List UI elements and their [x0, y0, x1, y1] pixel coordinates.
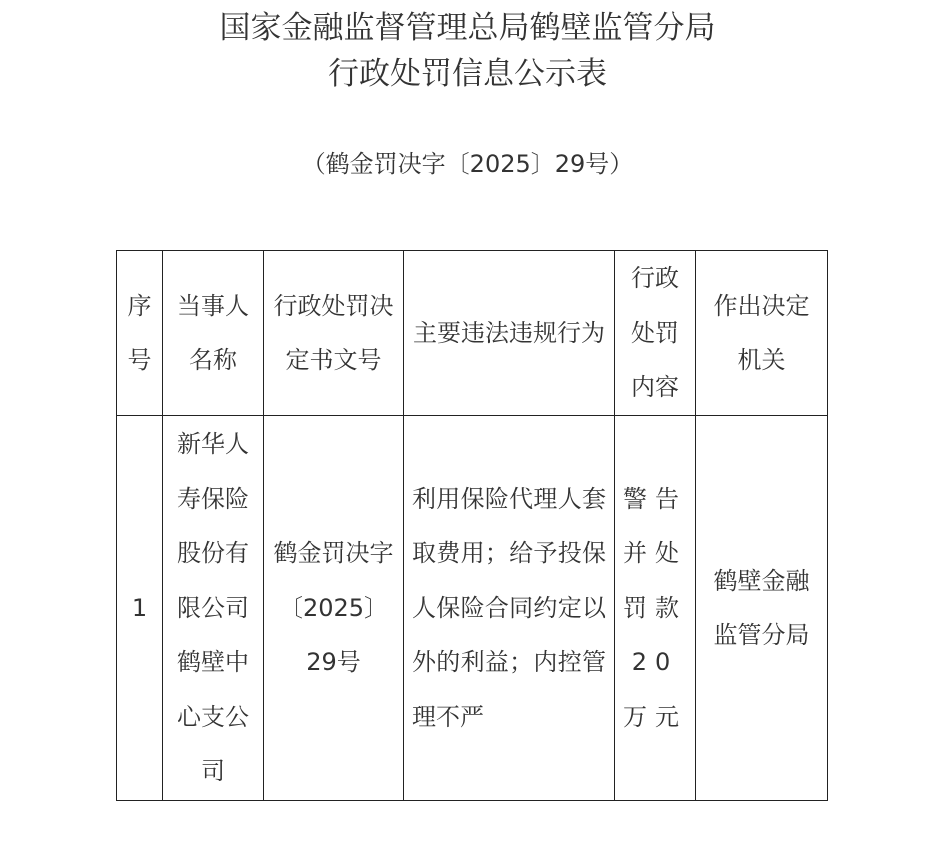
table-header-row [117, 251, 828, 416]
cell-violation: 利用保险代理人套取费用；给予投保人保险合同约定以外的利益；内控管理不严 [404, 416, 615, 801]
cell-penalty: 警告并处罚款20万元 [615, 416, 696, 801]
page-title-line-2: 行政处罚信息公示表 [328, 56, 607, 92]
page-title-line-1: 国家金融监督管理总局鹤壁监管分局 [219, 10, 716, 46]
column-header-decision-no: 行政处罚决定书文号 [264, 251, 404, 416]
column-header-authority: 作出决定机关 [696, 251, 828, 416]
cell-party: 新华人寿保险股份有限公司鹤壁中心支公司 [163, 416, 264, 801]
cell-authority: 鹤壁金融监管分局 [696, 416, 828, 801]
column-header-party: 当事人名称 [163, 251, 264, 416]
penalty-info-table [116, 250, 828, 801]
document-number: （鹤金罚决字〔2025〕29号） [301, 150, 634, 178]
cell-decision-no: 鹤金罚决字〔2025〕29号 [264, 416, 404, 801]
column-header-violation: 主要违法违规行为 [404, 251, 615, 416]
table-row [117, 416, 828, 801]
column-header-index: 序号 [117, 251, 163, 416]
column-header-penalty: 行政处罚内容 [615, 251, 696, 416]
cell-index: 1 [117, 416, 163, 801]
